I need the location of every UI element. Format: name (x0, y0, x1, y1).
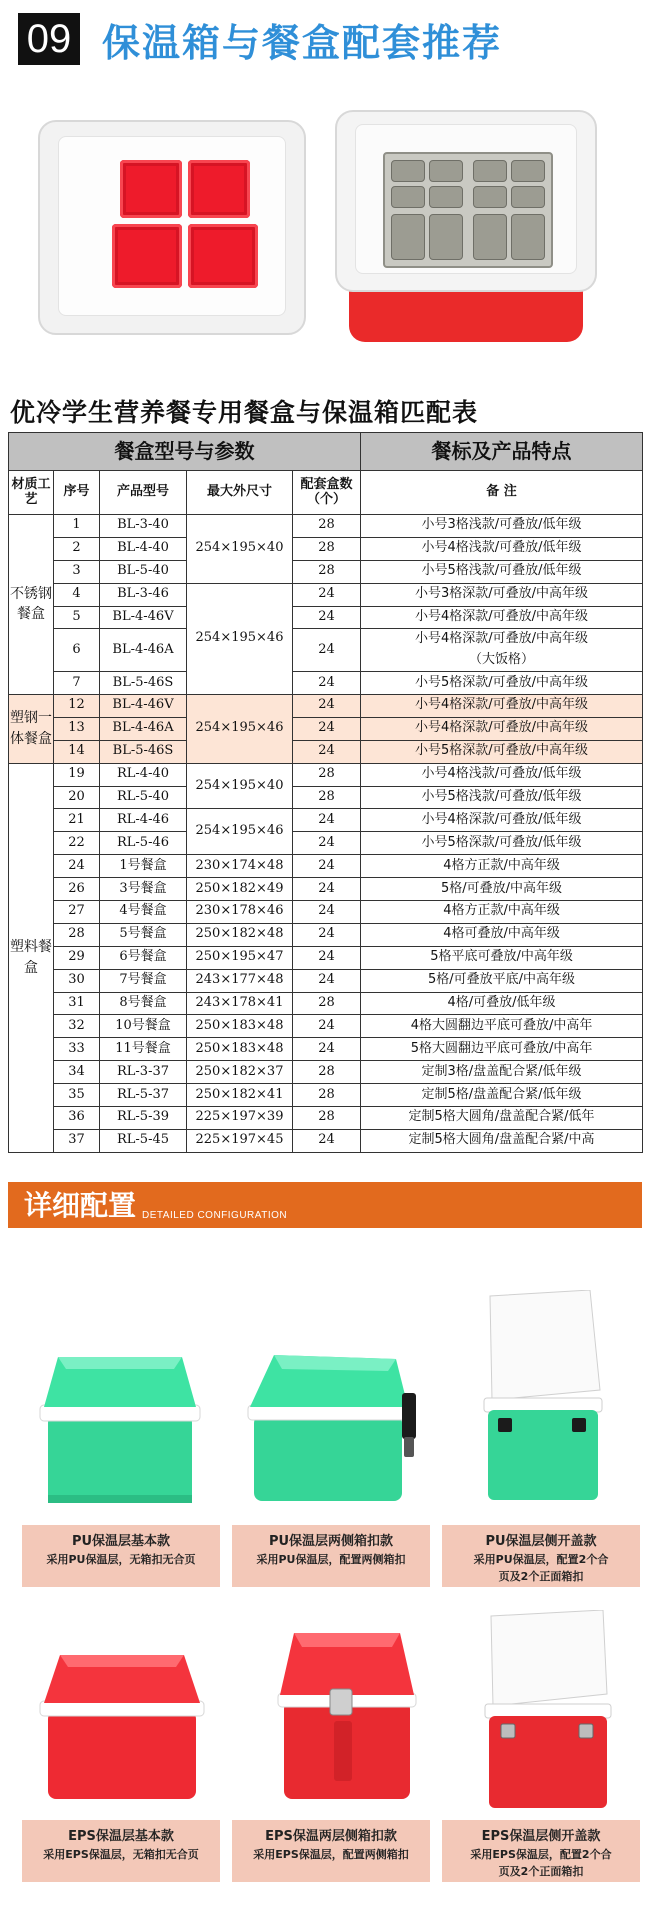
cell-seq: 31 (54, 992, 100, 1015)
table-row (9, 923, 643, 946)
product-image-pu-top-open (470, 1290, 620, 1515)
cell-model: 8号餐盒 (100, 992, 187, 1015)
col-seq: 序号 (54, 471, 100, 515)
cell-remark: 4格大圆翻边平底可叠放/中高年 (361, 1015, 643, 1038)
cell-size: 250×183×48 (187, 1015, 293, 1038)
table-row (9, 763, 643, 786)
cell-size: 250×182×41 (187, 1084, 293, 1107)
cell-model: RL-5-39 (100, 1106, 187, 1129)
product-caption-4 (22, 1820, 220, 1882)
cell-remark: 5格大圆翻边平底可叠放/中高年 (361, 1038, 643, 1061)
col-material: 材质工艺 (9, 471, 54, 515)
cell-count: 24 (293, 855, 361, 878)
cell-count: 24 (293, 583, 361, 606)
table-row (9, 1015, 643, 1038)
cell-remark: 5格平底可叠放/中高年级 (361, 946, 643, 969)
product-image-eps-side-latch (272, 1625, 422, 1805)
cell-model: 1号餐盒 (100, 855, 187, 878)
cell-remark: 定制5格大圆角/盘盖配合紧/低年 (361, 1106, 643, 1129)
cell-size: 254×195×40 (187, 515, 293, 584)
cell-size: 254×195×46 (187, 583, 293, 694)
product-image-eps-basic (30, 1645, 215, 1805)
product-caption-3 (442, 1525, 640, 1587)
cell-model: RL-5-37 (100, 1084, 187, 1107)
cell-remark: 5格/可叠放平底/中高年级 (361, 969, 643, 992)
table-row (9, 809, 643, 832)
cell-seq: 5 (54, 606, 100, 629)
cell-count: 24 (293, 900, 361, 923)
product-caption-6 (442, 1820, 640, 1882)
table-row (9, 515, 643, 538)
cell-model: BL-5-46S (100, 740, 187, 763)
product-desc: 采用PU保温层，配置两侧箱扣 (256, 1553, 406, 1566)
cell-seq: 27 (54, 900, 100, 923)
cell-model: BL-5-46S (100, 672, 187, 695)
cell-remark: 小号5格深款/可叠放/低年级 (361, 832, 643, 855)
table-row (9, 1038, 643, 1061)
product-desc: 采用EPS保温层，配置两侧箱扣 (253, 1848, 409, 1861)
cell-remark-line1: 小号4格深款/可叠放/中高年级 (415, 631, 589, 647)
cell-count: 28 (293, 1061, 361, 1084)
product-desc: 采用EPS保温层，配置2个合 (470, 1848, 612, 1861)
product-caption-2 (232, 1525, 430, 1587)
cell-model: BL-4-46A (100, 717, 187, 740)
cell-model: BL-4-46A (100, 629, 187, 672)
table-row (9, 629, 643, 672)
cell-remark: 4格方正款/中高年级 (361, 855, 643, 878)
product-image-eps-top-open (475, 1610, 625, 1815)
product-desc-2: 页及2个正面箱扣 (498, 1865, 584, 1878)
cell-model: RL-4-40 (100, 763, 187, 786)
cell-remark: 小号5格深款/可叠放/中高年级 (361, 740, 643, 763)
cell-seq: 28 (54, 923, 100, 946)
cell-remark: 5格/可叠放/中高年级 (361, 878, 643, 901)
cell-size: 250×182×48 (187, 923, 293, 946)
photo-box-steel-trays (335, 110, 597, 345)
cell-size: 230×174×48 (187, 855, 293, 878)
cell-seq: 26 (54, 878, 100, 901)
detail-title: 详细配置 (24, 1189, 137, 1222)
cell-model: BL-4-40 (100, 537, 187, 560)
cell-seq: 21 (54, 809, 100, 832)
cell-count: 24 (293, 694, 361, 717)
cell-remark: 定制5格/盘盖配合紧/低年级 (361, 1084, 643, 1107)
product-desc: 采用PU保温层，无箱扣无合页 (46, 1553, 196, 1566)
cell-model: BL-4-46V (100, 606, 187, 629)
cell-seq: 1 (54, 515, 100, 538)
cell-seq: 19 (54, 763, 100, 786)
cell-size: 225×197×45 (187, 1129, 293, 1152)
product-desc: 采用PU保温层，配置2个合 (473, 1553, 609, 1566)
cell-model: 11号餐盒 (100, 1038, 187, 1061)
cell-count: 24 (293, 740, 361, 763)
cell-model: RL-5-40 (100, 786, 187, 809)
cell-model: RL-4-46 (100, 809, 187, 832)
product-caption-5 (232, 1820, 430, 1882)
product-title: EPS保温层基本款 (68, 1829, 174, 1844)
product-title: EPS保温两层侧箱扣款 (265, 1829, 397, 1844)
cell-count: 24 (293, 1015, 361, 1038)
cell-count: 28 (293, 1106, 361, 1129)
cell-remark: 小号4格深款/可叠放/低年级 (361, 809, 643, 832)
cell-seq: 20 (54, 786, 100, 809)
cell-seq: 7 (54, 672, 100, 695)
cell-remark: 4格方正款/中高年级 (361, 900, 643, 923)
product-desc: 采用EPS保温层，无箱扣无合页 (43, 1848, 199, 1861)
cell-size: 243×178×41 (187, 992, 293, 1015)
table-row (9, 694, 643, 717)
cell-count: 24 (293, 672, 361, 695)
cell-model: 7号餐盒 (100, 969, 187, 992)
product-image-pu-basic (30, 1345, 210, 1510)
cell-count: 28 (293, 992, 361, 1015)
cell-model: RL-5-46 (100, 832, 187, 855)
cell-remark (361, 629, 643, 672)
cell-remark: 小号5格浅款/可叠放/低年级 (361, 560, 643, 583)
table-row (9, 1084, 643, 1107)
cell-remark: 小号5格浅款/可叠放/低年级 (361, 786, 643, 809)
cell-model: 4号餐盒 (100, 900, 187, 923)
product-desc-2: 页及2个正面箱扣 (498, 1570, 584, 1583)
matching-table (8, 432, 643, 1153)
cell-model: RL-5-45 (100, 1129, 187, 1152)
cell-size: 250×195×47 (187, 946, 293, 969)
cell-remark: 小号4格浅款/可叠放/低年级 (361, 537, 643, 560)
cell-size: 230×178×46 (187, 900, 293, 923)
page-title: 保温箱与餐盒配套推荐 (102, 20, 503, 65)
product-caption-1 (22, 1525, 220, 1587)
cell-remark: 4格可叠放/中高年级 (361, 923, 643, 946)
cell-remark: 小号4格深款/可叠放/中高年级 (361, 717, 643, 740)
detail-subtitle: DETAILED CONFIGURATION (142, 1210, 288, 1221)
table-row (9, 583, 643, 606)
cell-size: 243×177×48 (187, 969, 293, 992)
cell-size: 250×182×37 (187, 1061, 293, 1084)
cell-count: 28 (293, 560, 361, 583)
photo-box-red-trays (38, 120, 306, 335)
table-row (9, 946, 643, 969)
category-steel: 不锈钢餐盒 (9, 515, 54, 695)
top-photos (0, 120, 650, 360)
cell-remark-line2: （大饭格） (469, 652, 535, 668)
table-row (9, 1061, 643, 1084)
cell-count: 24 (293, 969, 361, 992)
table-row (9, 855, 643, 878)
cell-seq: 4 (54, 583, 100, 606)
cell-remark: 4格/可叠放/低年级 (361, 992, 643, 1015)
cell-count: 28 (293, 1084, 361, 1107)
table-row (9, 537, 643, 560)
cell-size: 254×195×46 (187, 694, 293, 763)
product-title: PU保温层基本款 (71, 1534, 171, 1549)
cell-count: 24 (293, 1038, 361, 1061)
product-title: PU保温层两侧箱扣款 (268, 1534, 394, 1549)
cell-seq: 2 (54, 537, 100, 560)
cell-model: BL-5-40 (100, 560, 187, 583)
cell-count: 24 (293, 946, 361, 969)
col-remark: 备 注 (361, 471, 643, 515)
table-row (9, 969, 643, 992)
cell-remark: 小号3格深款/可叠放/中高年级 (361, 583, 643, 606)
cell-model: 5号餐盒 (100, 923, 187, 946)
table-row (9, 786, 643, 809)
cell-seq: 35 (54, 1084, 100, 1107)
category-plastic: 塑料餐盒 (9, 763, 54, 1152)
cell-model: BL-3-40 (100, 515, 187, 538)
table-row (9, 606, 643, 629)
cell-remark: 定制3格/盘盖配合紧/低年级 (361, 1061, 643, 1084)
cell-seq: 14 (54, 740, 100, 763)
table-row (9, 717, 643, 740)
header-group-right: 餐标及产品特点 (361, 433, 643, 471)
cell-size: 250×182×49 (187, 878, 293, 901)
cell-model: 10号餐盒 (100, 1015, 187, 1038)
cell-model: BL-4-46V (100, 694, 187, 717)
cell-count: 24 (293, 809, 361, 832)
cell-size: 254×195×46 (187, 809, 293, 855)
cell-remark: 小号3格浅款/可叠放/低年级 (361, 515, 643, 538)
cell-count: 28 (293, 763, 361, 786)
table-row (9, 832, 643, 855)
cell-seq: 13 (54, 717, 100, 740)
cell-count: 28 (293, 786, 361, 809)
cell-seq: 33 (54, 1038, 100, 1061)
table-row (9, 1129, 643, 1152)
table-row (9, 878, 643, 901)
cell-count: 24 (293, 832, 361, 855)
cell-size: 250×183×48 (187, 1038, 293, 1061)
col-model: 产品型号 (100, 471, 187, 515)
cell-seq: 24 (54, 855, 100, 878)
table-row (9, 740, 643, 763)
detail-banner (8, 1182, 642, 1228)
cell-remark: 定制5格大圆角/盘盖配合紧/中高 (361, 1129, 643, 1152)
cell-model: BL-3-46 (100, 583, 187, 606)
col-size: 最大外尺寸 (187, 471, 293, 515)
cell-seq: 12 (54, 694, 100, 717)
table-row (9, 1106, 643, 1129)
section-header (18, 8, 502, 70)
cell-seq: 36 (54, 1106, 100, 1129)
cell-count: 24 (293, 606, 361, 629)
table-row (9, 560, 643, 583)
cell-seq: 37 (54, 1129, 100, 1152)
cell-count: 24 (293, 878, 361, 901)
cell-remark: 小号5格深款/可叠放/中高年级 (361, 672, 643, 695)
cell-count: 28 (293, 515, 361, 538)
category-plastic-steel: 塑钢一体餐盒 (9, 694, 54, 763)
table-row (9, 672, 643, 695)
cell-model: RL-3-37 (100, 1061, 187, 1084)
cell-remark: 小号4格深款/可叠放/中高年级 (361, 606, 643, 629)
cell-seq: 6 (54, 629, 100, 672)
table-title: 优冷学生营养餐专用餐盒与保温箱匹配表 (10, 398, 479, 427)
cell-seq: 22 (54, 832, 100, 855)
product-title: PU保温层侧开盖款 (485, 1534, 597, 1549)
col-count: 配套盒数（个） (293, 471, 361, 515)
cell-seq: 34 (54, 1061, 100, 1084)
cell-remark: 小号4格深款/可叠放/中高年级 (361, 694, 643, 717)
cell-count: 24 (293, 629, 361, 672)
cell-seq: 29 (54, 946, 100, 969)
cell-remark: 小号4格浅款/可叠放/低年级 (361, 763, 643, 786)
product-title: EPS保温层侧开盖款 (481, 1829, 601, 1844)
product-image-pu-side-latch (240, 1345, 425, 1510)
cell-count: 24 (293, 1129, 361, 1152)
table-row (9, 992, 643, 1015)
cell-count: 28 (293, 537, 361, 560)
cell-size: 254×195×40 (187, 763, 293, 809)
cell-model: 6号餐盒 (100, 946, 187, 969)
cell-model: 3号餐盒 (100, 878, 187, 901)
cell-count: 24 (293, 923, 361, 946)
cell-size: 225×197×39 (187, 1106, 293, 1129)
cell-seq: 30 (54, 969, 100, 992)
cell-seq: 3 (54, 560, 100, 583)
table-row (9, 900, 643, 923)
section-number: 09 (18, 13, 80, 65)
cell-count: 24 (293, 717, 361, 740)
header-group-left: 餐盒型号与参数 (9, 433, 361, 471)
cell-seq: 32 (54, 1015, 100, 1038)
